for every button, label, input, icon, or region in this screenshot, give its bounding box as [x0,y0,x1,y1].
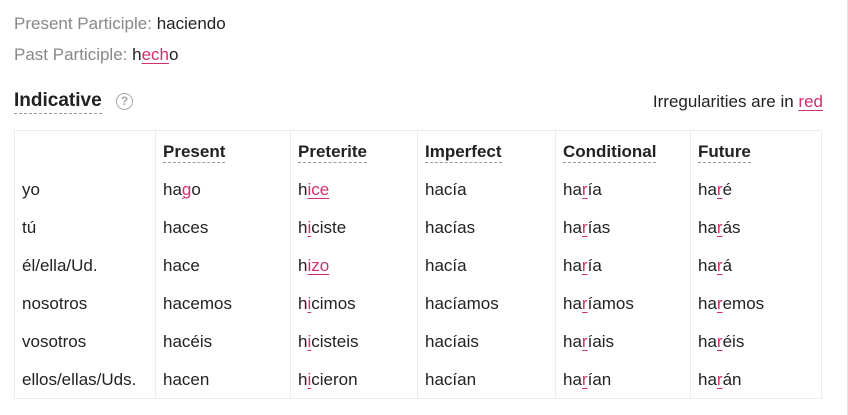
pronoun-ellos-ellas-uds: ellos/ellas/Uds. [22,370,137,389]
legend-red-word[interactable]: red [798,92,823,111]
conjugation-cell: hiciste [298,218,347,237]
column-divider [155,131,156,398]
conjugation-cell: hacíamos [425,294,499,313]
conjugation-cell: hacía [425,256,467,275]
conjugation-cell: haríamos [563,294,634,313]
question-circle-icon[interactable]: ? [116,93,133,110]
conjugation-cell: hicisteis [298,332,359,351]
conjugation-cell: harás [698,218,741,237]
conjugation-cell: haríais [563,332,615,351]
conjugation-cell: hacían [425,370,477,389]
column-divider [690,131,691,398]
indicative-header [14,90,823,116]
conjugation-cell: haría [563,256,602,275]
section-title-indicative[interactable]: Indicative [14,90,102,114]
header-conditional[interactable]: Conditional [563,142,657,161]
conjugation-cell: hará [698,256,733,275]
conjugation-cell: hacemos [163,294,232,313]
conjugation-cell: harán [698,370,742,389]
pronoun-t: tú [22,218,37,237]
conjugation-cell: haremos [698,294,765,313]
column-divider [555,131,556,398]
legend-text: Irregularities are in [652,92,794,111]
present-participle-value: haciendo [156,14,226,33]
present-participle [14,14,226,34]
pronoun-vosotros: vosotros [22,332,87,351]
column-divider [290,131,291,398]
past-participle-label: Past Participle: [14,45,128,64]
conjugation-cell: hacíais [425,332,479,351]
header-future[interactable]: Future [698,142,751,161]
conjugation-cell: hice [298,180,330,199]
past-participle-value: hecho [132,45,179,64]
irregularities-legend [653,92,823,112]
conjugation-cell: hacéis [163,332,213,351]
conjugation-table [14,130,822,399]
past-participle [14,45,178,65]
conjugation-cell: hacía [425,180,467,199]
conjugation-cell: harían [563,370,612,389]
header-imperfect[interactable]: Imperfect [425,142,502,161]
pronoun-nosotros: nosotros [22,294,88,313]
conjugation-cell: haréis [698,332,745,351]
conjugation-cell: haré [698,180,733,199]
header-present[interactable]: Present [163,142,226,161]
conjugation-cell: hago [163,180,201,199]
column-divider [417,131,418,398]
conjugation-cell: hicimos [298,294,356,313]
conjugation-cell: haces [163,218,209,237]
header-preterite[interactable]: Preterite [298,142,367,161]
conjugation-cell: harías [563,218,611,237]
conjugation-cell: hicieron [298,370,358,389]
pronoun-l-ella-ud: él/ella/Ud. [22,256,98,275]
conjugation-cell: hacen [163,370,210,389]
conjugation-cell: hacías [425,218,476,237]
pronoun-yo: yo [22,180,40,199]
conjugation-cell: haría [563,180,602,199]
conjugation-cell: hace [163,256,200,275]
present-participle-label: Present Participle: [14,14,152,33]
conjugation-cell: hizo [298,256,330,275]
